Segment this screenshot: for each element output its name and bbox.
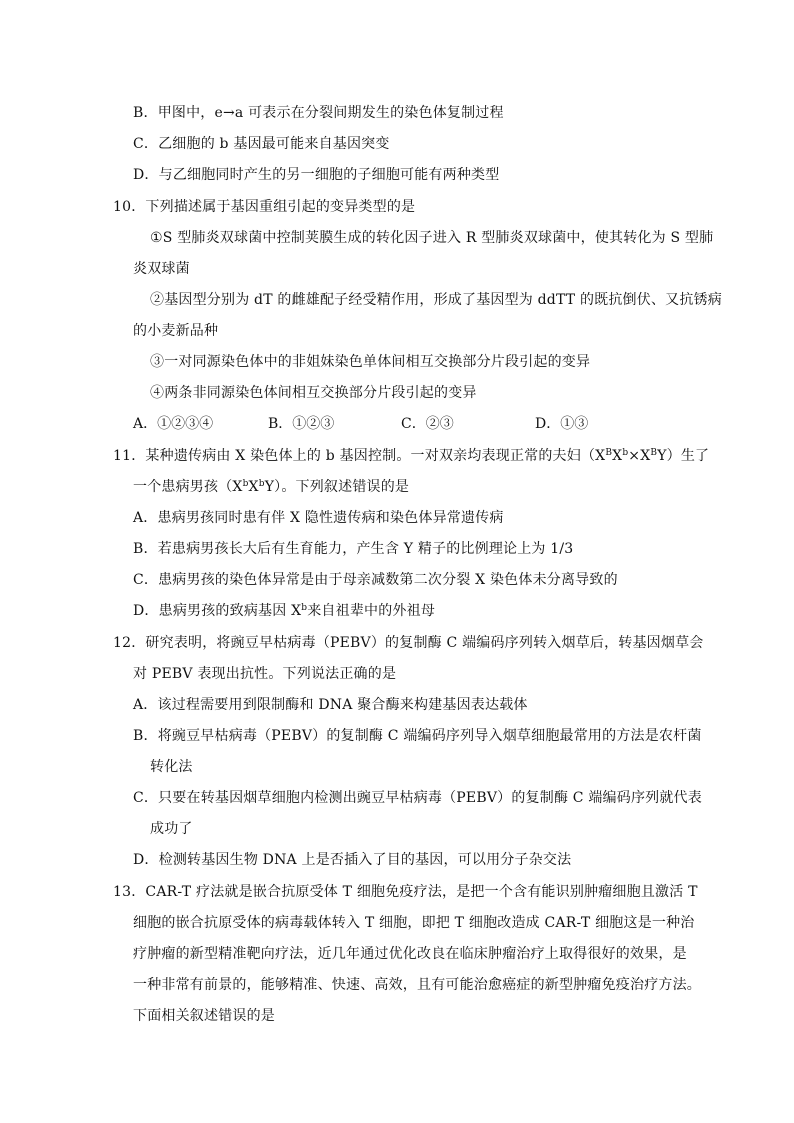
q12-stem: 12．研究表明，将豌豆早枯病毒（PEBV）的复制酶 C 端编码序列转入烟草后，转基因烟草会 [113,635,704,651]
q11-stem-sup3: B [650,448,658,458]
q10-choice-a: A．①②③④ [133,416,214,432]
q12-stem-cont: 对 PEBV 表现出抗性。下列说法正确的是 [133,666,397,682]
q11-option-c: C．患病男孩的染色体异常是由于母亲减数第二次分裂 X 染色体未分离导致的 [133,572,618,588]
q9-option-b: B．甲图中，e→a 可表示在分裂间期发生的染色体复制过程 [133,105,504,121]
q10-item-1-cont: 炎双球菌 [133,261,190,277]
q13-stem-line-4: 一种非常有前景的，能够精准、快速、高效，且有可能治愈癌症的新型肿瘤免疫治疗方法。 [133,977,701,993]
q11-stem-cont-post: Y）。下列叙述错误的是 [264,479,410,495]
q10-choice-d: D．①③ [535,416,589,432]
q11-stem-sup2: b [622,448,629,458]
q10-item-1: ①S 型肺炎双球菌中控制荚膜生成的转化因子进入 R 型肺炎双球菌中，使其转化为 S 型肺 [150,230,714,246]
q11-stem-post: Y）生了 [657,448,710,464]
q12-option-c-cont: 成功了 [150,821,193,837]
q11-stem-sup1: B [605,448,613,458]
q11-stem-mid2: ×X [628,448,651,464]
q13-stem-line-2: 细胞的嵌合抗原受体的病毒载体转入 T 细胞，即把 T 细胞改造成 CAR-T 细胞这是一种治 [133,915,695,931]
q12-option-d: D．检测转基因生物 DNA 上是否插入了目的基因，可以用分子杂交法 [133,852,572,868]
q11-option-d-sup: b [301,603,308,613]
q10-item-2-cont: 的小麦新品种 [133,323,219,339]
q9-option-d: D．与乙细胞同时产生的另一细胞的子细胞可能有两种类型 [133,167,500,183]
q11-stem-cont-sup1: b [242,479,249,489]
q11-stem [113,447,709,465]
q13-stem: 13．CAR-T 疗法就是嵌合抗原受体 T 细胞免疫疗法，是把一个含有能识别肿瘤细胞且激活 T [113,884,698,900]
q12-option-c: C．只要在转基因烟草细胞内检测出豌豆早枯病毒（PEBV）的复制酶 C 端编码序列就代表 [133,790,702,806]
q10-item-2: ②基因型分别为 dT 的雌雄配子经受精作用，形成了基因型为 ddTT 的既抗倒伏、又抗锈病 [150,292,722,308]
q12-option-b: B．将豌豆早枯病毒（PEBV）的复制酶 C 端编码序列导入烟草细胞最常用的方法是农杆菌 [133,728,702,744]
q12-option-a: A．该过程需要用到限制酶和 DNA 聚合酶来构建基因表达载体 [133,697,528,713]
q10-item-3: ③一对同源染色体中的非姐妹染色单体间相互交换部分片段引起的变异 [150,354,591,370]
q11-stem-cont [133,478,409,496]
q9-option-c: C．乙细胞的 b 基因最可能来自基因突变 [133,136,390,152]
q11-stem-pre: 11．某种遗传病由 X 染色体上的 b 基因控制。一对双亲均表现正常的夫妇（X [113,448,606,464]
q11-stem-mid1: X [612,448,623,464]
q13-stem-line-5: 下面相关叙述错误的是 [133,1008,275,1024]
q11-stem-cont-sup2: b [258,479,265,489]
q11-option-a: A．患病男孩同时患有伴 X 隐性遗传病和染色体异常遗传病 [133,510,504,526]
q13-stem-line-3: 疗肿瘤的新型精准靶向疗法，近几年通过优化改良在临床肿瘤治疗上取得很好的效果，是 [133,946,687,962]
q11-option-b: B．若患病男孩长大后有生育能力，产生含 Y 精子的比例理论上为 1/3 [133,541,574,557]
q11-stem-cont-pre: 一个患病男孩（X [133,479,243,495]
q11-option-d-pre: D．患病男孩的致病基因 X [133,603,302,619]
q10-choice-c: C．②③ [401,416,454,432]
q11-option-d-post: 来自祖辈中的外祖母 [307,603,436,619]
q10-item-4: ④两条非同源染色体间相互交换部分片段引起的变异 [150,385,477,401]
q12-option-b-cont: 转化法 [150,759,193,775]
q10-choice-b: B．①②③ [268,416,335,432]
q11-stem-cont-mid: X [248,479,259,495]
q11-option-d [133,602,435,620]
q10-stem: 10．下列描述属于基因重组引起的变异类型的是 [113,199,416,215]
